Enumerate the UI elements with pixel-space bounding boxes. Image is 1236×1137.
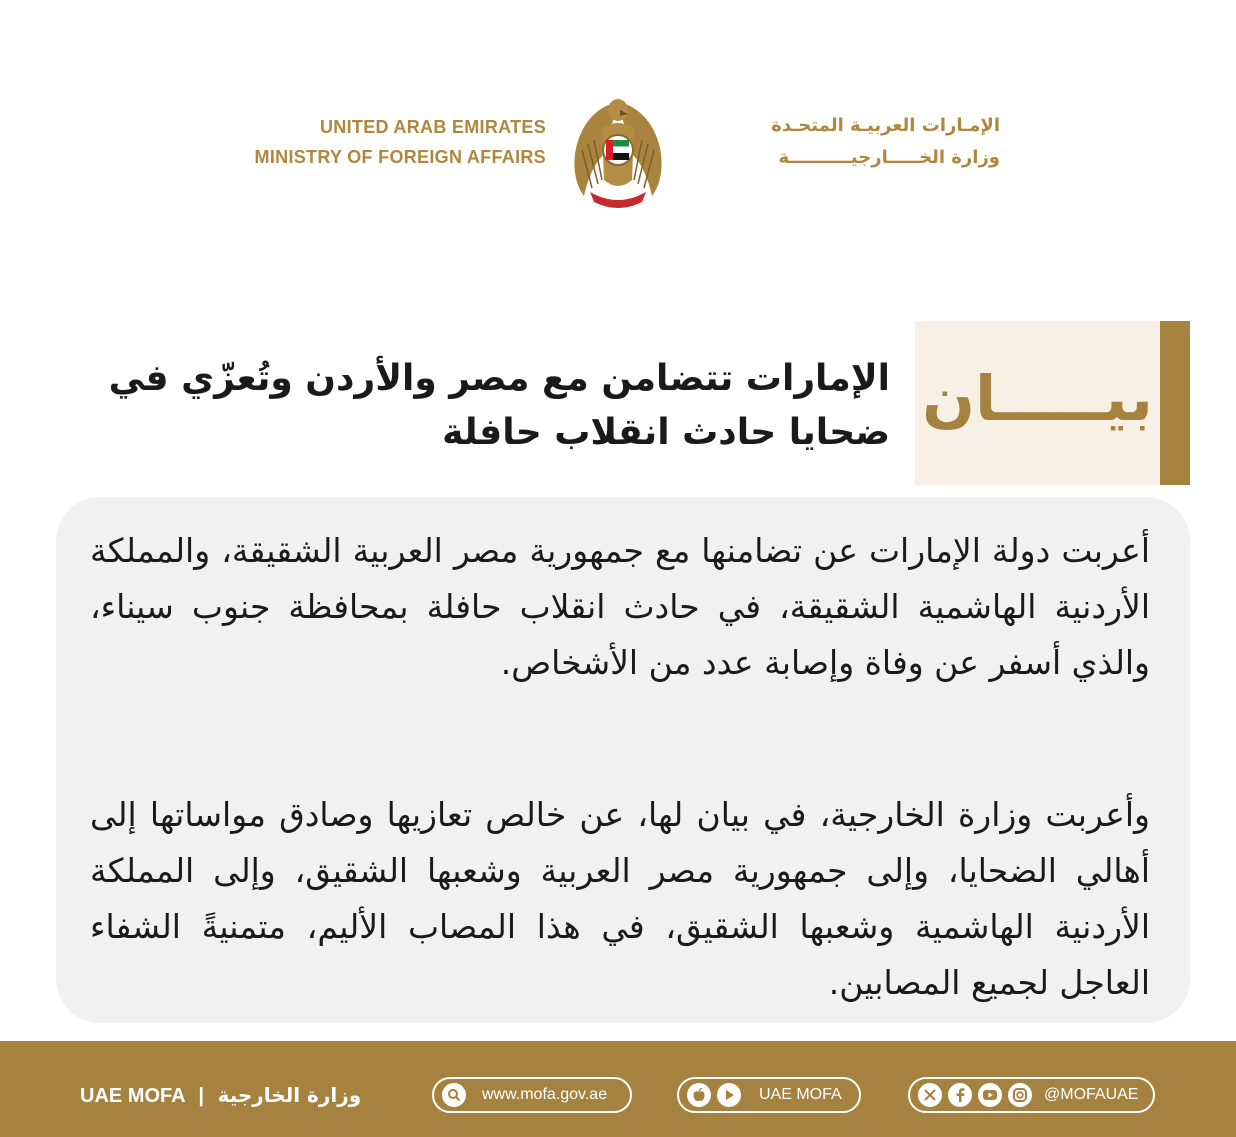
social-links[interactable] <box>908 1077 1155 1113</box>
footer-brand-en: UAE MOFA <box>80 1085 185 1107</box>
play-store-icon[interactable] <box>717 1083 741 1107</box>
statement-badge <box>915 321 1190 485</box>
social-handle: @MOFAUAE <box>1044 1086 1139 1103</box>
facebook-icon[interactable] <box>948 1083 972 1107</box>
ministry-name-ar: وزارة الخـــــارجيــــــــــة <box>778 147 1000 168</box>
footer-separator: | <box>198 1085 204 1107</box>
youtube-icon[interactable] <box>978 1083 1002 1107</box>
ministry-name-arabic <box>690 110 1000 174</box>
statement-paragraph-2: وأعربت وزارة الخارجية، في بيان لها، عن خالص تعازيها وصادق مواساتها إلى أهالي الضحايا، وإلى جمهورية مصر العربية وشعبها الشقيق، وإلى المملكة الأردنية الهاشمية وشعبها الشقيق، في هذا المصاب الأليم، متمنيةً الشفاء العاجل لجميع المصابين. <box>90 795 1150 1002</box>
app-store-links[interactable] <box>677 1077 861 1113</box>
uae-emblem-icon <box>568 88 668 210</box>
country-name-ar: الإمـارات العربيـة المتحـدة <box>771 115 1000 136</box>
footer-brand <box>80 1077 361 1113</box>
x-icon[interactable] <box>918 1083 942 1107</box>
app-name: UAE MOFA <box>759 1086 842 1103</box>
ministry-name-en: MINISTRY OF FOREIGN AFFAIRS <box>254 147 546 167</box>
statement-badge-label: بيـــــان <box>922 362 1153 435</box>
website-url: www.mofa.gov.ae <box>482 1086 608 1103</box>
ministry-name-english <box>200 112 546 172</box>
statement-title: الإمارات تتضامن مع مصر والأردن وتُعزّي في ضحايا حادث انقلاب حافلة <box>108 358 890 453</box>
search-icon <box>442 1083 466 1107</box>
badge-accent-bar <box>1160 321 1190 485</box>
statement-paragraph-1: أعربت دولة الإمارات عن تضامنها مع جمهورية مصر العربية الشقيقة، والمملكة الأردنية الهاشمية الشقيقة، في حادث انقلاب حافلة بمحافظة جنوب سيناء، والذي أسفر عن وفاة وإصابة عدد من الأشخاص. <box>90 531 1150 682</box>
website-link[interactable] <box>432 1077 632 1113</box>
apple-icon[interactable] <box>687 1083 711 1107</box>
instagram-icon[interactable] <box>1008 1083 1032 1107</box>
country-name-en: UNITED ARAB EMIRATES <box>320 117 546 137</box>
footer-brand-ar: وزارة الخارجية <box>217 1083 362 1107</box>
